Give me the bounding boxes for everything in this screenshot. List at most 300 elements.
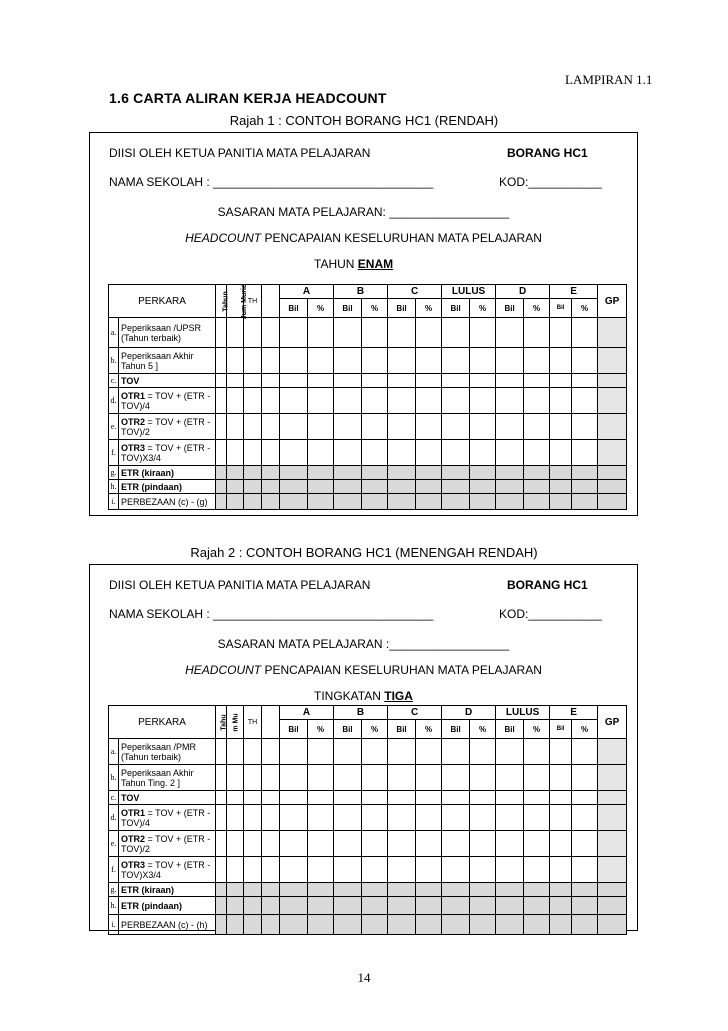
entry-cell[interactable]	[334, 480, 362, 494]
entry-cell[interactable]	[280, 440, 308, 466]
entry-cell[interactable]	[496, 765, 524, 791]
entry-cell[interactable]	[598, 883, 627, 897]
entry-cell[interactable]	[388, 791, 416, 805]
entry-cell[interactable]	[280, 348, 308, 374]
entry-cell[interactable]	[244, 318, 262, 348]
entry-cell[interactable]	[496, 466, 524, 480]
entry-cell[interactable]	[496, 857, 524, 883]
entry-cell[interactable]	[244, 857, 262, 883]
entry-cell[interactable]	[334, 791, 362, 805]
entry-cell[interactable]	[280, 494, 308, 510]
entry-cell[interactable]	[308, 318, 334, 348]
entry-cell[interactable]	[572, 348, 598, 374]
entry-cell[interactable]	[524, 897, 550, 915]
entry-cell[interactable]	[388, 805, 416, 831]
entry-cell[interactable]	[572, 494, 598, 510]
entry-cell[interactable]	[308, 480, 334, 494]
entry-cell[interactable]	[280, 791, 308, 805]
entry-cell[interactable]	[416, 480, 442, 494]
entry-cell[interactable]	[308, 791, 334, 805]
entry-cell[interactable]	[442, 480, 470, 494]
entry-cell[interactable]	[308, 414, 334, 440]
entry-cell[interactable]	[572, 480, 598, 494]
entry-cell[interactable]	[550, 440, 572, 466]
entry-cell[interactable]	[227, 494, 244, 510]
entry-cell[interactable]	[496, 791, 524, 805]
entry-cell[interactable]	[216, 348, 227, 374]
entry-cell[interactable]	[262, 915, 280, 935]
entry-cell[interactable]	[362, 897, 388, 915]
entry-cell[interactable]	[550, 374, 572, 388]
entry-cell[interactable]	[216, 388, 227, 414]
entry-cell[interactable]	[280, 897, 308, 915]
entry-cell[interactable]	[470, 388, 496, 414]
entry-cell[interactable]	[388, 765, 416, 791]
subject-target-field[interactable]: SASARAN MATA PELAJARAN: __________________	[217, 205, 510, 219]
entry-cell[interactable]	[572, 739, 598, 765]
entry-cell[interactable]	[244, 791, 262, 805]
entry-cell[interactable]	[470, 831, 496, 857]
entry-cell[interactable]	[262, 791, 280, 805]
entry-cell[interactable]	[470, 883, 496, 897]
entry-cell[interactable]	[442, 414, 470, 440]
entry-cell[interactable]	[388, 857, 416, 883]
entry-cell[interactable]	[362, 388, 388, 414]
entry-cell[interactable]	[572, 440, 598, 466]
entry-cell[interactable]	[227, 765, 244, 791]
entry-cell[interactable]	[362, 915, 388, 935]
entry-cell[interactable]	[524, 494, 550, 510]
entry-cell[interactable]	[308, 883, 334, 897]
entry-cell[interactable]	[442, 348, 470, 374]
entry-cell[interactable]	[470, 805, 496, 831]
entry-cell[interactable]	[524, 318, 550, 348]
entry-cell[interactable]	[280, 831, 308, 857]
entry-cell[interactable]	[416, 388, 442, 414]
entry-cell[interactable]	[598, 805, 627, 831]
entry-cell[interactable]	[598, 480, 627, 494]
entry-cell[interactable]	[598, 915, 627, 935]
entry-cell[interactable]	[416, 739, 442, 765]
entry-cell[interactable]	[524, 480, 550, 494]
entry-cell[interactable]	[362, 414, 388, 440]
entry-cell[interactable]	[550, 915, 572, 935]
entry-cell[interactable]	[362, 791, 388, 805]
entry-cell[interactable]	[470, 897, 496, 915]
entry-cell[interactable]	[308, 388, 334, 414]
entry-cell[interactable]	[598, 414, 627, 440]
entry-cell[interactable]	[470, 440, 496, 466]
entry-cell[interactable]	[470, 466, 496, 480]
entry-cell[interactable]	[308, 897, 334, 915]
entry-cell[interactable]	[334, 374, 362, 388]
entry-cell[interactable]	[470, 318, 496, 348]
entry-cell[interactable]	[216, 414, 227, 440]
entry-cell[interactable]	[550, 857, 572, 883]
entry-cell[interactable]	[442, 883, 470, 897]
entry-cell[interactable]	[334, 466, 362, 480]
entry-cell[interactable]	[442, 374, 470, 388]
kod-field[interactable]: KOD:___________	[499, 175, 602, 189]
entry-cell[interactable]	[572, 388, 598, 414]
entry-cell[interactable]	[598, 791, 627, 805]
entry-cell[interactable]	[216, 440, 227, 466]
entry-cell[interactable]	[362, 883, 388, 897]
entry-cell[interactable]	[470, 791, 496, 805]
entry-cell[interactable]	[442, 831, 470, 857]
entry-cell[interactable]	[496, 897, 524, 915]
entry-cell[interactable]	[244, 897, 262, 915]
entry-cell[interactable]	[227, 388, 244, 414]
entry-cell[interactable]	[262, 857, 280, 883]
entry-cell[interactable]	[227, 831, 244, 857]
entry-cell[interactable]	[598, 739, 627, 765]
entry-cell[interactable]	[216, 494, 227, 510]
entry-cell[interactable]	[388, 388, 416, 414]
entry-cell[interactable]	[388, 440, 416, 466]
entry-cell[interactable]	[227, 466, 244, 480]
entry-cell[interactable]	[280, 414, 308, 440]
entry-cell[interactable]	[598, 348, 627, 374]
entry-cell[interactable]	[442, 791, 470, 805]
entry-cell[interactable]	[362, 466, 388, 480]
entry-cell[interactable]	[572, 466, 598, 480]
entry-cell[interactable]	[262, 440, 280, 466]
entry-cell[interactable]	[550, 466, 572, 480]
entry-cell[interactable]	[442, 897, 470, 915]
entry-cell[interactable]	[362, 739, 388, 765]
entry-cell[interactable]	[598, 374, 627, 388]
entry-cell[interactable]	[388, 883, 416, 897]
entry-cell[interactable]	[334, 739, 362, 765]
entry-cell[interactable]	[572, 897, 598, 915]
entry-cell[interactable]	[496, 480, 524, 494]
entry-cell[interactable]	[262, 494, 280, 510]
entry-cell[interactable]	[416, 466, 442, 480]
entry-cell[interactable]	[308, 440, 334, 466]
entry-cell[interactable]	[388, 414, 416, 440]
entry-cell[interactable]	[524, 765, 550, 791]
entry-cell[interactable]	[280, 480, 308, 494]
entry-cell[interactable]	[524, 805, 550, 831]
entry-cell[interactable]	[388, 831, 416, 857]
entry-cell[interactable]	[280, 765, 308, 791]
entry-cell[interactable]	[244, 494, 262, 510]
entry-cell[interactable]	[262, 414, 280, 440]
entry-cell[interactable]	[216, 915, 227, 935]
entry-cell[interactable]	[280, 857, 308, 883]
entry-cell[interactable]	[550, 883, 572, 897]
entry-cell[interactable]	[524, 831, 550, 857]
entry-cell[interactable]	[416, 414, 442, 440]
entry-cell[interactable]	[442, 440, 470, 466]
entry-cell[interactable]	[572, 915, 598, 935]
entry-cell[interactable]	[334, 765, 362, 791]
entry-cell[interactable]	[470, 915, 496, 935]
entry-cell[interactable]	[362, 857, 388, 883]
entry-cell[interactable]	[216, 318, 227, 348]
entry-cell[interactable]	[442, 494, 470, 510]
entry-cell[interactable]	[598, 466, 627, 480]
entry-cell[interactable]	[262, 805, 280, 831]
entry-cell[interactable]	[496, 414, 524, 440]
entry-cell[interactable]	[496, 318, 524, 348]
entry-cell[interactable]	[524, 857, 550, 883]
entry-cell[interactable]	[496, 805, 524, 831]
entry-cell[interactable]	[442, 915, 470, 935]
entry-cell[interactable]	[262, 318, 280, 348]
entry-cell[interactable]	[244, 466, 262, 480]
entry-cell[interactable]	[416, 805, 442, 831]
entry-cell[interactable]	[496, 915, 524, 935]
entry-cell[interactable]	[388, 374, 416, 388]
entry-cell[interactable]	[388, 739, 416, 765]
entry-cell[interactable]	[470, 348, 496, 374]
entry-cell[interactable]	[442, 765, 470, 791]
entry-cell[interactable]	[216, 739, 227, 765]
entry-cell[interactable]	[308, 915, 334, 935]
entry-cell[interactable]	[216, 374, 227, 388]
entry-cell[interactable]	[244, 765, 262, 791]
entry-cell[interactable]	[244, 805, 262, 831]
entry-cell[interactable]	[262, 388, 280, 414]
entry-cell[interactable]	[598, 897, 627, 915]
entry-cell[interactable]	[416, 831, 442, 857]
entry-cell[interactable]	[496, 831, 524, 857]
entry-cell[interactable]	[388, 915, 416, 935]
entry-cell[interactable]	[524, 414, 550, 440]
entry-cell[interactable]	[262, 480, 280, 494]
entry-cell[interactable]	[416, 765, 442, 791]
entry-cell[interactable]	[308, 831, 334, 857]
entry-cell[interactable]	[362, 318, 388, 348]
entry-cell[interactable]	[416, 318, 442, 348]
entry-cell[interactable]	[598, 494, 627, 510]
entry-cell[interactable]	[442, 739, 470, 765]
entry-cell[interactable]	[470, 480, 496, 494]
entry-cell[interactable]	[262, 765, 280, 791]
entry-cell[interactable]	[598, 318, 627, 348]
entry-cell[interactable]	[334, 805, 362, 831]
entry-cell[interactable]	[550, 791, 572, 805]
entry-cell[interactable]	[496, 374, 524, 388]
entry-cell[interactable]	[388, 494, 416, 510]
entry-cell[interactable]	[362, 374, 388, 388]
entry-cell[interactable]	[362, 805, 388, 831]
entry-cell[interactable]	[216, 466, 227, 480]
entry-cell[interactable]	[598, 388, 627, 414]
entry-cell[interactable]	[442, 388, 470, 414]
entry-cell[interactable]	[470, 739, 496, 765]
entry-cell[interactable]	[496, 348, 524, 374]
entry-cell[interactable]	[496, 440, 524, 466]
entry-cell[interactable]	[442, 857, 470, 883]
entry-cell[interactable]	[550, 494, 572, 510]
entry-cell[interactable]	[227, 805, 244, 831]
entry-cell[interactable]	[216, 805, 227, 831]
entry-cell[interactable]	[216, 480, 227, 494]
entry-cell[interactable]	[362, 494, 388, 510]
entry-cell[interactable]	[308, 805, 334, 831]
entry-cell[interactable]	[550, 739, 572, 765]
entry-cell[interactable]	[262, 466, 280, 480]
entry-cell[interactable]	[496, 494, 524, 510]
entry-cell[interactable]	[524, 388, 550, 414]
entry-cell[interactable]	[550, 348, 572, 374]
entry-cell[interactable]	[280, 915, 308, 935]
entry-cell[interactable]	[572, 857, 598, 883]
entry-cell[interactable]	[388, 348, 416, 374]
entry-cell[interactable]	[496, 883, 524, 897]
entry-cell[interactable]	[334, 897, 362, 915]
entry-cell[interactable]	[244, 414, 262, 440]
school-name-field[interactable]: NAMA SEKOLAH : _________________________________	[109, 607, 434, 621]
entry-cell[interactable]	[524, 791, 550, 805]
entry-cell[interactable]	[216, 857, 227, 883]
entry-cell[interactable]	[227, 318, 244, 348]
entry-cell[interactable]	[416, 897, 442, 915]
entry-cell[interactable]	[598, 440, 627, 466]
entry-cell[interactable]	[308, 348, 334, 374]
entry-cell[interactable]	[416, 348, 442, 374]
entry-cell[interactable]	[334, 388, 362, 414]
entry-cell[interactable]	[216, 791, 227, 805]
entry-cell[interactable]	[362, 440, 388, 466]
entry-cell[interactable]	[334, 857, 362, 883]
entry-cell[interactable]	[598, 857, 627, 883]
entry-cell[interactable]	[334, 440, 362, 466]
entry-cell[interactable]	[216, 765, 227, 791]
entry-cell[interactable]	[227, 348, 244, 374]
entry-cell[interactable]	[550, 765, 572, 791]
entry-cell[interactable]	[308, 765, 334, 791]
entry-cell[interactable]	[416, 915, 442, 935]
kod-field[interactable]: KOD:___________	[499, 607, 602, 621]
entry-cell[interactable]	[524, 466, 550, 480]
entry-cell[interactable]	[524, 348, 550, 374]
entry-cell[interactable]	[334, 414, 362, 440]
entry-cell[interactable]	[280, 883, 308, 897]
entry-cell[interactable]	[572, 883, 598, 897]
entry-cell[interactable]	[244, 374, 262, 388]
entry-cell[interactable]	[244, 915, 262, 935]
entry-cell[interactable]	[308, 374, 334, 388]
subject-target-field[interactable]: SASARAN MATA PELAJARAN :__________________	[217, 637, 510, 651]
entry-cell[interactable]	[524, 739, 550, 765]
entry-cell[interactable]	[308, 466, 334, 480]
entry-cell[interactable]	[572, 765, 598, 791]
entry-cell[interactable]	[470, 494, 496, 510]
entry-cell[interactable]	[524, 915, 550, 935]
entry-cell[interactable]	[598, 831, 627, 857]
entry-cell[interactable]	[334, 494, 362, 510]
entry-cell[interactable]	[572, 805, 598, 831]
entry-cell[interactable]	[227, 414, 244, 440]
entry-cell[interactable]	[524, 883, 550, 897]
entry-cell[interactable]	[216, 883, 227, 897]
entry-cell[interactable]	[550, 414, 572, 440]
entry-cell[interactable]	[362, 480, 388, 494]
entry-cell[interactable]	[470, 374, 496, 388]
entry-cell[interactable]	[496, 388, 524, 414]
entry-cell[interactable]	[244, 883, 262, 897]
entry-cell[interactable]	[416, 374, 442, 388]
entry-cell[interactable]	[280, 318, 308, 348]
entry-cell[interactable]	[334, 915, 362, 935]
entry-cell[interactable]	[416, 857, 442, 883]
entry-cell[interactable]	[262, 374, 280, 388]
entry-cell[interactable]	[550, 388, 572, 414]
entry-cell[interactable]	[244, 440, 262, 466]
entry-cell[interactable]	[388, 897, 416, 915]
entry-cell[interactable]	[280, 466, 308, 480]
entry-cell[interactable]	[334, 348, 362, 374]
entry-cell[interactable]	[470, 414, 496, 440]
entry-cell[interactable]	[572, 831, 598, 857]
entry-cell[interactable]	[280, 739, 308, 765]
entry-cell[interactable]	[227, 915, 244, 935]
entry-cell[interactable]	[334, 831, 362, 857]
entry-cell[interactable]	[416, 494, 442, 510]
entry-cell[interactable]	[280, 388, 308, 414]
entry-cell[interactable]	[227, 857, 244, 883]
entry-cell[interactable]	[416, 791, 442, 805]
entry-cell[interactable]	[334, 318, 362, 348]
entry-cell[interactable]	[308, 739, 334, 765]
entry-cell[interactable]	[416, 883, 442, 897]
entry-cell[interactable]	[550, 805, 572, 831]
entry-cell[interactable]	[227, 791, 244, 805]
entry-cell[interactable]	[244, 831, 262, 857]
entry-cell[interactable]	[550, 831, 572, 857]
entry-cell[interactable]	[442, 466, 470, 480]
entry-cell[interactable]	[388, 480, 416, 494]
entry-cell[interactable]	[524, 374, 550, 388]
entry-cell[interactable]	[262, 739, 280, 765]
entry-cell[interactable]	[470, 857, 496, 883]
entry-cell[interactable]	[572, 374, 598, 388]
entry-cell[interactable]	[416, 440, 442, 466]
entry-cell[interactable]	[496, 739, 524, 765]
entry-cell[interactable]	[216, 897, 227, 915]
entry-cell[interactable]	[280, 374, 308, 388]
entry-cell[interactable]	[227, 480, 244, 494]
entry-cell[interactable]	[280, 805, 308, 831]
entry-cell[interactable]	[362, 765, 388, 791]
entry-cell[interactable]	[227, 440, 244, 466]
entry-cell[interactable]	[262, 897, 280, 915]
entry-cell[interactable]	[442, 805, 470, 831]
entry-cell[interactable]	[470, 765, 496, 791]
entry-cell[interactable]	[262, 883, 280, 897]
entry-cell[interactable]	[442, 318, 470, 348]
entry-cell[interactable]	[216, 831, 227, 857]
entry-cell[interactable]	[550, 480, 572, 494]
entry-cell[interactable]	[227, 897, 244, 915]
entry-cell[interactable]	[572, 791, 598, 805]
entry-cell[interactable]	[334, 883, 362, 897]
entry-cell[interactable]	[572, 318, 598, 348]
entry-cell[interactable]	[227, 883, 244, 897]
entry-cell[interactable]	[572, 414, 598, 440]
entry-cell[interactable]	[550, 318, 572, 348]
entry-cell[interactable]	[308, 494, 334, 510]
entry-cell[interactable]	[362, 831, 388, 857]
entry-cell[interactable]	[524, 440, 550, 466]
entry-cell[interactable]	[262, 831, 280, 857]
entry-cell[interactable]	[308, 857, 334, 883]
entry-cell[interactable]	[362, 348, 388, 374]
